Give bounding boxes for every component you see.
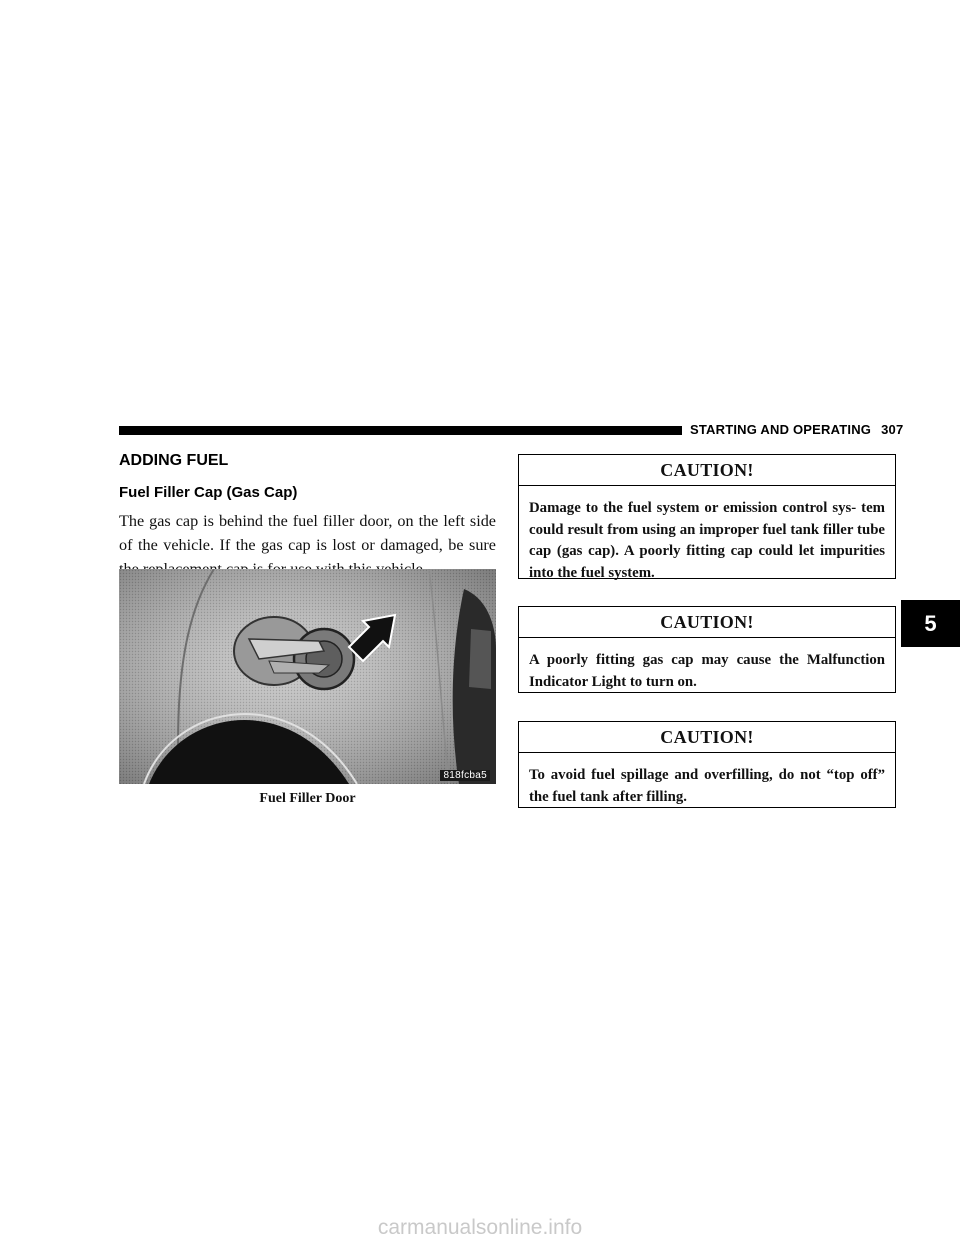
- caution-text: To avoid fuel spillage and overfilling, do not “top off” the fuel tank after filling.: [529, 767, 885, 805]
- caution-title: CAUTION!: [519, 455, 895, 486]
- running-header: [690, 422, 903, 437]
- caution-box-3: [518, 721, 896, 808]
- caution-box-1: [518, 454, 896, 579]
- photo-illustration: [119, 569, 496, 784]
- caution-text: A poorly fitting gas cap may cause the Malfunction Indicator Light to turn on.: [529, 652, 885, 690]
- watermark: carmanualsonline.info: [377, 1216, 583, 1239]
- header-rule: [119, 426, 682, 435]
- body-paragraph: The gas cap is behind the fuel filler door, on the left side of the vehicle. If the gas cap is lost or damaged, be sure: [119, 512, 496, 554]
- caution-title: CAUTION!: [519, 722, 895, 753]
- chapter-tab: 5: [901, 600, 960, 647]
- section-heading: ADDING FUEL: [119, 452, 229, 469]
- caution-text: Damage to the fuel system or emission control sys- tem could result from using an improper fuel tank filler tube cap (gas cap). A poorly fitting cap could let impurities into the fuel system.: [529, 500, 885, 581]
- page-number: 307: [881, 422, 904, 437]
- figure-caption: Fuel Filler Door: [259, 791, 356, 806]
- caution-title: CAUTION!: [519, 607, 895, 638]
- fuel-filler-door-photo: [119, 569, 496, 784]
- header-section-title: STARTING AND OPERATING: [690, 422, 872, 437]
- image-reference-code: 818fcba5: [440, 770, 490, 781]
- caution-box-2: [518, 606, 896, 693]
- subsection-heading: Fuel Filler Cap (Gas Cap): [119, 484, 298, 501]
